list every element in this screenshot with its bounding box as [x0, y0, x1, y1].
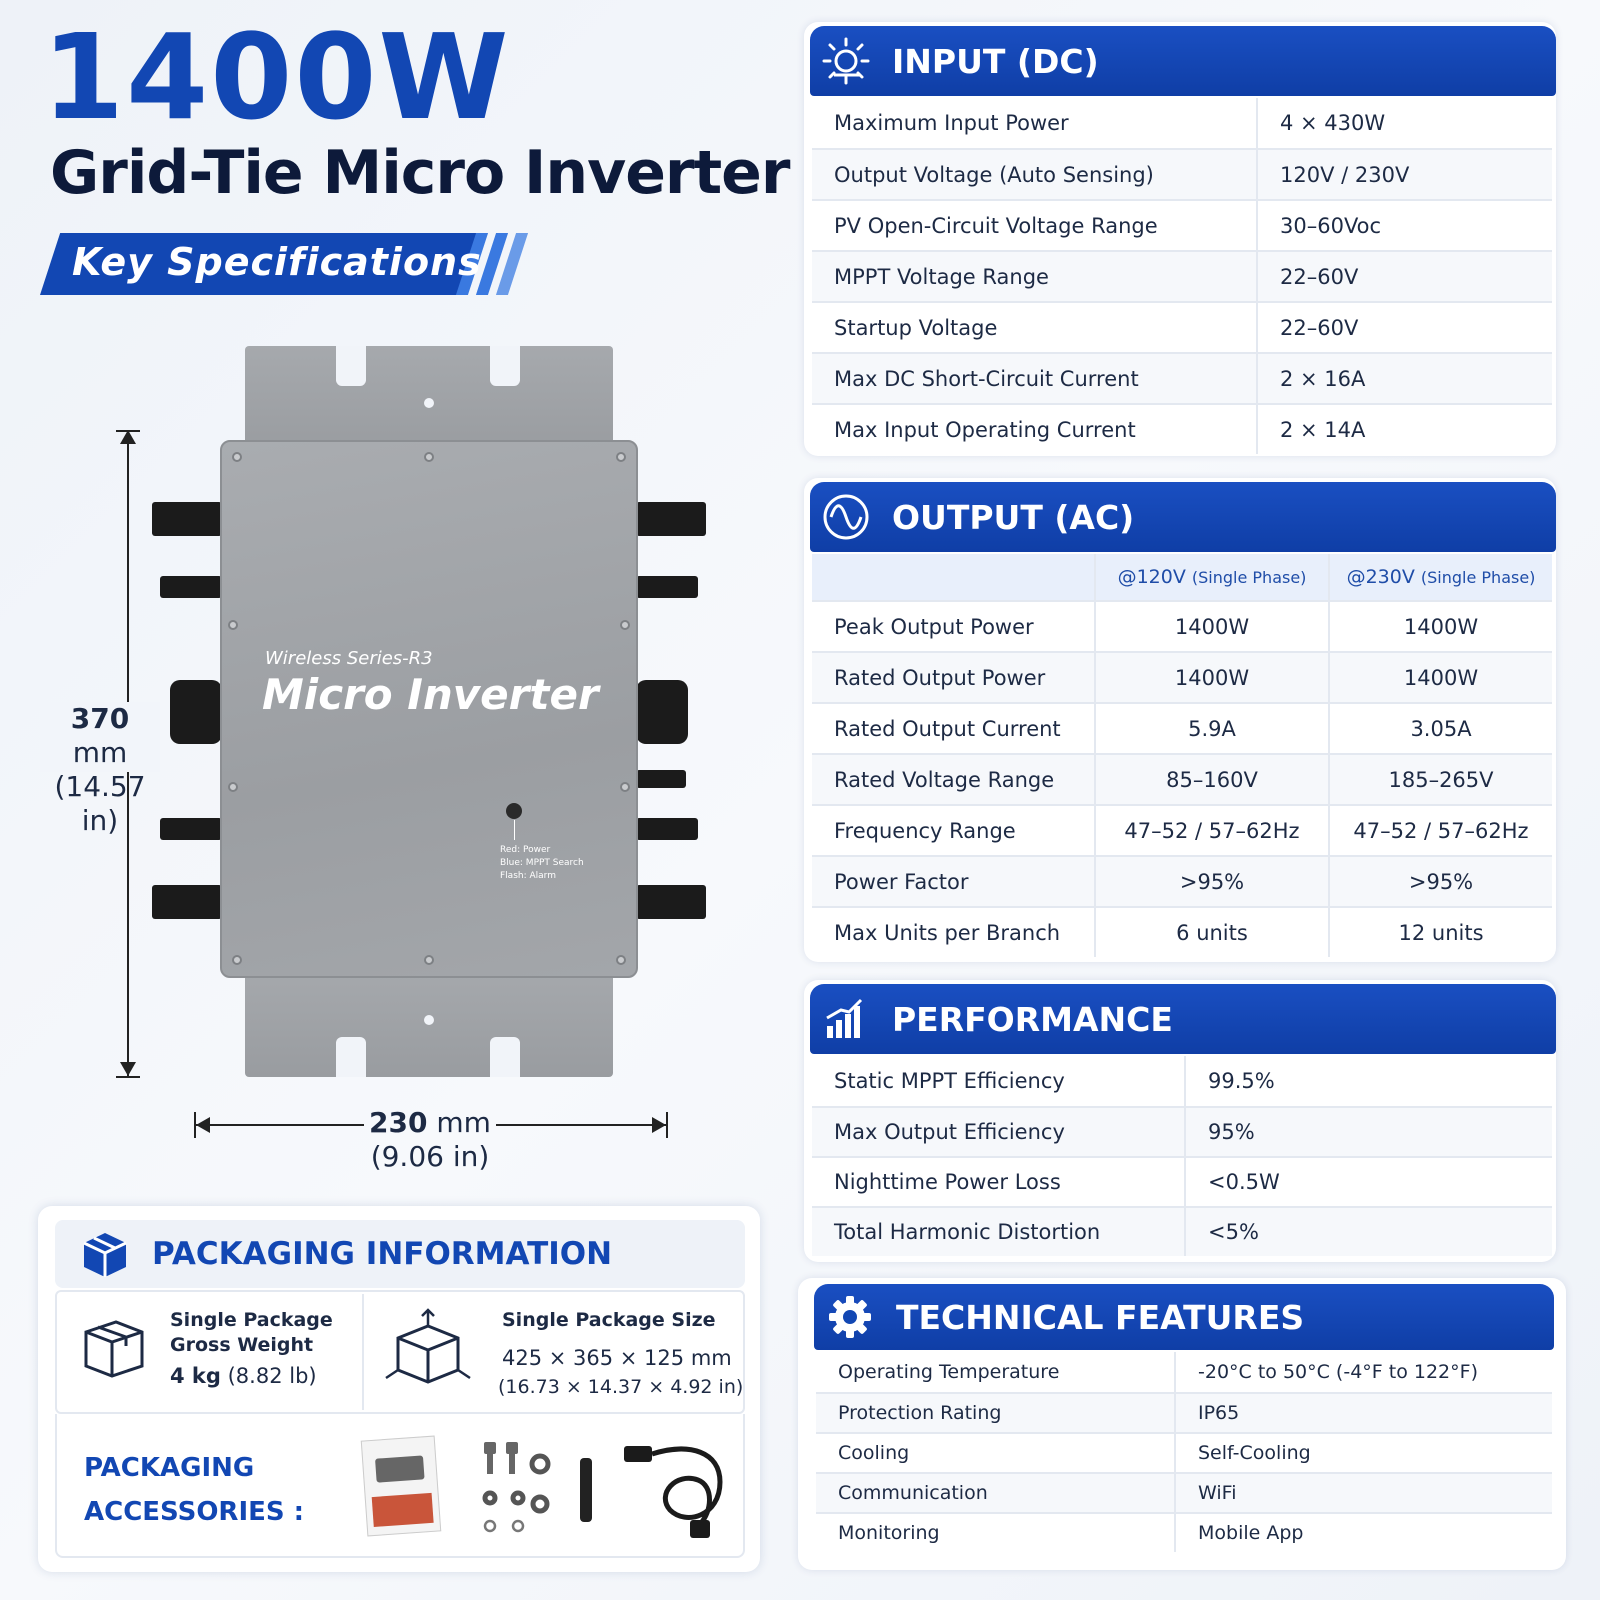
dim-cap	[116, 1076, 140, 1078]
performance-table: Static MPPT Efficiency 99.5% Max Output Efficiency 95% Nighttime Power Loss <0.5W Total Harmonic Distortion <5%	[812, 1056, 1552, 1256]
arrow-left-icon	[196, 1117, 210, 1133]
width-dimension-line	[496, 1124, 668, 1126]
performance-title: PERFORMANCE	[892, 999, 1173, 1039]
user-manual-image	[361, 1436, 442, 1537]
screws-image	[478, 1440, 588, 1544]
input-table: Maximum Input Power 4 × 430W Output Voltage (Auto Sensing) 120V / 230V PV Open-Circuit Voltage Range 30–60Voc MPPT Voltage Range 22–60V Startup Voltage 22–60V Max DC Short-Circuit Current 2 × 16A Max Input Operating Current 2 × 14A	[812, 98, 1552, 454]
sine-wave-icon	[810, 492, 882, 542]
output-table: @120V (Single Phase) @230V (Single Phase) Peak Output Power 1400W 1400W Rated Output Power 1400W 1400W Rated Output Current 5.9A 3.05A Rated Voltage Range 85–160V 185–265V Frequency Range 47–52 / 57–62Hz 47–52 / 57–62Hz Power Factor >95% >95% Max Units per Branch 6 units 12 units	[812, 554, 1552, 957]
packaging-title: PACKAGING INFORMATION	[152, 1236, 613, 1272]
output-title: OUTPUT (AC)	[892, 497, 1135, 537]
bar-chart-icon	[810, 996, 882, 1042]
arrow-up-icon	[120, 430, 136, 444]
size-value: 425 × 365 × 125 mm	[502, 1346, 732, 1370]
size-label: Single Package Size	[502, 1309, 716, 1331]
status-led	[506, 803, 522, 819]
performance-header	[810, 984, 1556, 1054]
input-title: INPUT (DC)	[892, 41, 1099, 81]
led-pointer	[514, 820, 515, 840]
technical-header	[814, 1284, 1554, 1350]
size-value-in: (16.73 × 14.37 × 4.92 in)	[498, 1376, 744, 1398]
ac-cable-image	[620, 1432, 732, 1548]
output-header	[810, 482, 1556, 552]
technical-table: Operating Temperature -20°C to 50°C (-4°F to 122°F) Protection Rating IP65 Cooling Self-Cooling Communication WiFi Monitoring Mobile App	[816, 1352, 1552, 1552]
antenna-image	[580, 1458, 592, 1522]
product-title: Grid-Tie Micro Inverter	[50, 138, 790, 208]
sun-icon	[810, 35, 882, 87]
technical-title: TECHNICAL FEATURES	[896, 1297, 1305, 1337]
input-header	[810, 26, 1556, 96]
led-legend: Red: Power Blue: MPPT Search Flash: Alarm	[500, 845, 584, 881]
width-dimension-line	[194, 1124, 364, 1126]
device-name: Micro Inverter	[262, 670, 599, 719]
height-dimension: 370 mm (14.57 in)	[54, 702, 146, 837]
weight-label: Single Package Gross Weight	[170, 1309, 333, 1356]
dim-cap	[666, 1112, 668, 1138]
gear-icon	[814, 1294, 886, 1340]
arrow-right-icon	[652, 1117, 666, 1133]
box-icon	[78, 1312, 148, 1386]
divider	[362, 1294, 364, 1410]
width-dimension: 230 mm (9.06 in)	[369, 1106, 491, 1173]
arrow-down-icon	[120, 1062, 136, 1076]
power-title: 1400W	[42, 8, 511, 146]
accessories-label: PACKAGING ACCESSORIES :	[84, 1453, 305, 1527]
package-icon	[80, 1230, 130, 1284]
cube-dimension-icon	[384, 1308, 472, 1392]
key-spec-label: Key Specifications	[72, 240, 482, 284]
device-series: Wireless Series-R3	[265, 648, 433, 669]
weight-value: 4 kg (8.82 lb)	[170, 1364, 317, 1388]
